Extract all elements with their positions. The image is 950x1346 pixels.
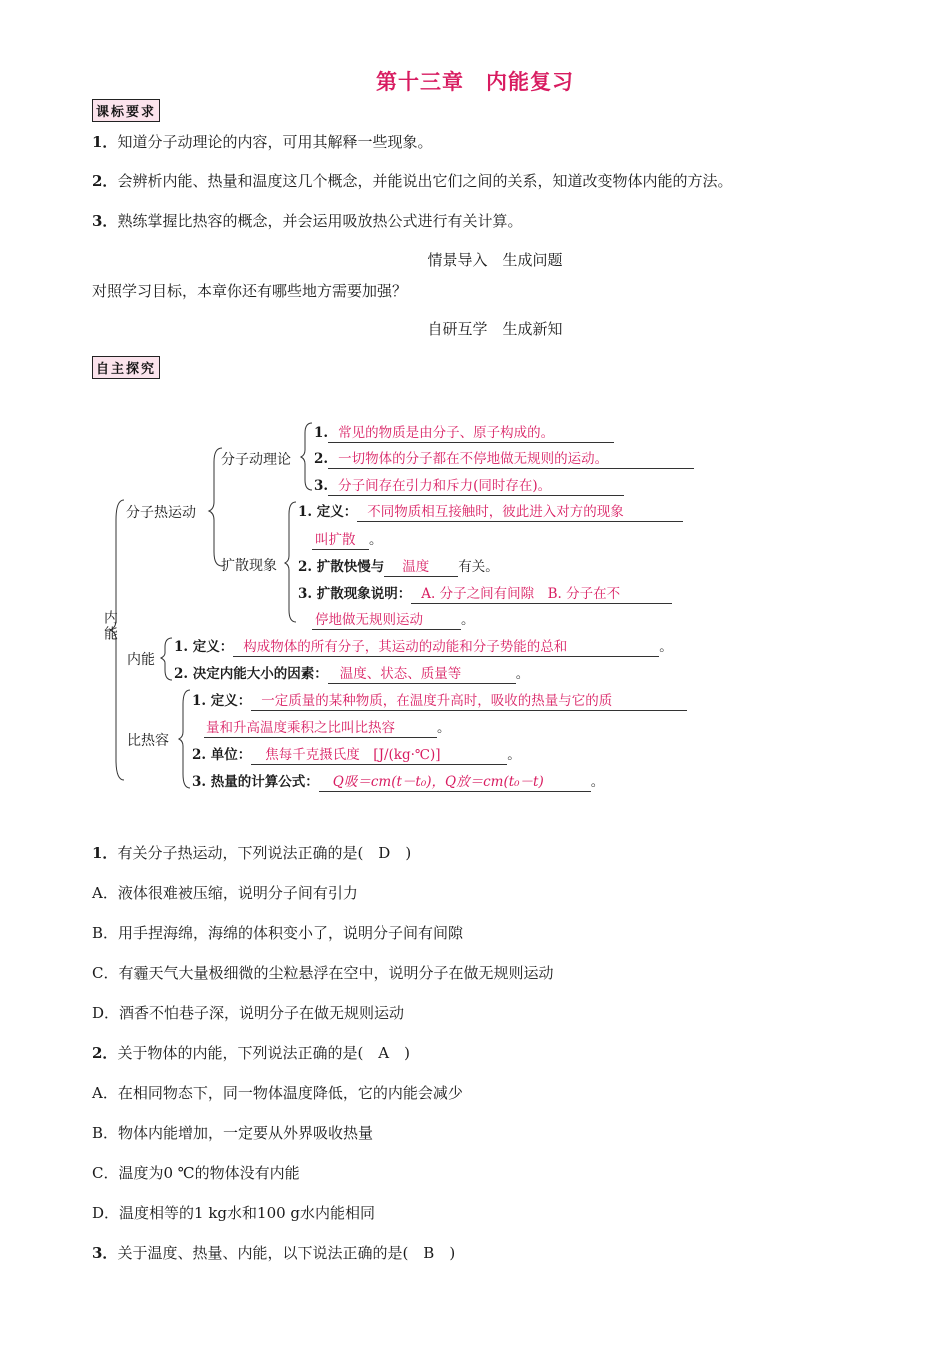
explore-badge: 自主探究 [92,356,160,379]
diffusion-speed: 2. 扩散快慢与 温度 有关。 [298,555,499,577]
diffusion-explain: 3. 扩散现象说明： A. 分子之间有间隙 B. 分子在不 [298,582,672,604]
page-title: 第十三章 内能复习 [376,70,574,94]
question-2-option-a: A．在相同物态下，同一物体温度降低，它的内能会减少 [92,1084,463,1102]
goal-2: 2．会辨析内能、热量和温度这几个概念，并能说出它们之间的关系，知道改变物体内能的方法。 [92,172,733,190]
goal-1: 1．知道分子动理论的内容，可用其解释一些现象。 [92,133,433,151]
question-3-stem: 3．关于温度、热量、内能，以下说法正确的是( B ) [92,1244,456,1262]
question-1-option-c: C．有霾天气大量极细微的尘粒悬浮在空中，说明分子在做无规则运动 [92,964,554,982]
question-2-stem: 2．关于物体的内能，下列说法正确的是( A ) [92,1044,410,1062]
question-2-option-d: D．温度相等的1 kg水和100 g水内能相同 [92,1204,376,1222]
diffusion-def-cont: 叫扩散 。 [312,528,383,550]
question-intro: 对照学习目标，本章你还有哪些地方需要加强？ [92,282,408,300]
internal-energy-factors: 2. 决定内能大小的因素： 温度、状态、质量等 。 [174,662,529,684]
question-1-option-b: B．用手捏海绵，海绵的体积变小了，说明分子间有间隙 [92,924,464,942]
goal-3: 3．熟练掌握比热容的概念，并会运用吸放热公式进行有关计算。 [92,212,523,230]
map-root: 内能 [102,610,118,642]
standards-badge: 课标要求 [92,99,160,122]
section-heading-1: 情景导入 生成问题 [427,251,563,269]
specific-heat-def: 1. 定义： 一定质量的某种物质，在温度升高时，吸收的热量与它的质 [192,689,687,711]
kinetic-item-1: 1. 常见的物质是由分子、原子构成的。 [314,421,614,443]
map-molecular-motion: 分子热运动 [126,505,196,521]
specific-heat-brace [179,690,190,788]
question-1-option-a: A．液体很难被压缩，说明分子间有引力 [92,884,358,902]
question-2-option-c: C．温度为0 ℃的物体没有内能 [92,1164,300,1182]
question-1-stem: 1．有关分子热运动，下列说法正确的是( D ) [92,844,412,862]
section-heading-2: 自研互学 生成新知 [427,320,563,338]
internal-energy-brace [161,638,172,680]
internal-energy-def: 1. 定义： 构成物体的所有分子，其运动的动能和分子势能的总和 。 [174,635,673,657]
map-diffusion: 扩散现象 [221,558,277,574]
diffusion-def: 1. 定义： 不同物质相互接触时，彼此进入对方的现象 [298,500,683,522]
specific-heat-def-cont: 量和升高温度乘积之比叫比热容 。 [204,716,451,738]
map-specific-heat: 比热容 [127,733,169,749]
diffusion-explain-cont: 停地做无规则运动 。 [312,608,475,630]
diffusion-brace [285,502,296,622]
kinetic-theory-brace [301,423,312,490]
question-2-option-b: B．物体内能增加，一定要从外界吸收热量 [92,1124,374,1142]
specific-heat-unit: 2. 单位： 焦每千克摄氏度 [J/(kg·℃)] 。 [192,743,521,765]
map-internal-energy: 内能 [127,652,155,668]
map-kinetic-theory: 分子动理论 [221,452,291,468]
question-1-option-d: D．酒香不怕巷子深，说明分子在做无规则运动 [92,1004,405,1022]
kinetic-item-3: 3. 分子间存在引力和斥力(同时存在)。 [314,474,624,496]
specific-heat-formula: 3. 热量的计算公式： Q吸＝cm(t－t₀)，Q放＝cm(t₀－t) 。 [192,770,604,792]
kinetic-item-2: 2. 一切物体的分子都在不停地做无规则的运动。 [314,447,694,469]
